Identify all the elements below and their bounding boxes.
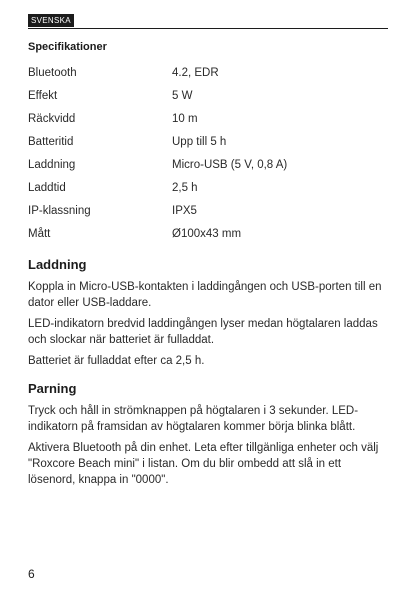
pairing-heading: Parning [28, 381, 77, 396]
page-content [28, 40, 390, 488]
spec-row [28, 62, 390, 85]
page-header [28, 14, 388, 29]
charging-paragraph: Koppla in Micro-USB-kontakten i laddingången och USB-porten till en dator eller USB-laddare. [28, 281, 382, 309]
spec-value: 10 m [172, 113, 198, 125]
spec-row [28, 108, 390, 131]
spec-key: Bluetooth [28, 67, 77, 79]
spec-row [28, 223, 390, 246]
spec-key: Batteritid [28, 136, 74, 148]
spec-key: Laddtid [28, 182, 66, 194]
pairing-paragraph: Aktivera Bluetooth på din enhet. Leta efter tillgänliga enheter och välj "Roxcore Beach mini" i listan. Om du blir ombedd att slå in ett lösenord, knappa in "0000". [28, 442, 379, 486]
spec-value: Ø100x43 mm [172, 228, 242, 240]
charging-heading: Laddning [28, 257, 87, 272]
spec-key: Mått [28, 228, 51, 240]
spec-key: Räckvidd [28, 113, 76, 125]
charging-section [28, 256, 390, 369]
spec-row [28, 131, 390, 154]
pairing-paragraph: Tryck och håll in strömknappen på högtalaren i 3 sekunder. LED-indikatorn på framsidan av högtalaren kommer börja blinka blått. [28, 405, 359, 433]
specifications-table [28, 62, 390, 246]
spec-key: Effekt [28, 90, 58, 102]
language-label: SVENSKA [28, 14, 74, 27]
spec-row [28, 177, 390, 200]
spec-row [28, 85, 390, 108]
spec-row [28, 154, 390, 177]
charging-paragraph: LED-indikatorn bredvid laddingången lyser medan högtalaren laddas och slockar när batteriet är fulladdat. [28, 318, 378, 346]
page-number: 6 [28, 567, 35, 581]
spec-key: IP-klassning [28, 205, 91, 217]
spec-key: Laddning [28, 159, 76, 171]
spec-value: 5 W [172, 90, 193, 102]
spec-value: 4.2, EDR [172, 67, 219, 79]
spec-value: Upp till 5 h [172, 136, 227, 148]
spec-value: 2,5 h [172, 182, 198, 194]
spec-value: Micro-USB (5 V, 0,8 A) [172, 159, 288, 171]
charging-paragraph: Batteriet är fulladdat efter ca 2,5 h. [28, 355, 205, 367]
spec-value: IPX5 [172, 205, 197, 217]
spec-row [28, 200, 390, 223]
pairing-section [28, 380, 390, 488]
specifications-title: Specifikationer [28, 41, 107, 53]
